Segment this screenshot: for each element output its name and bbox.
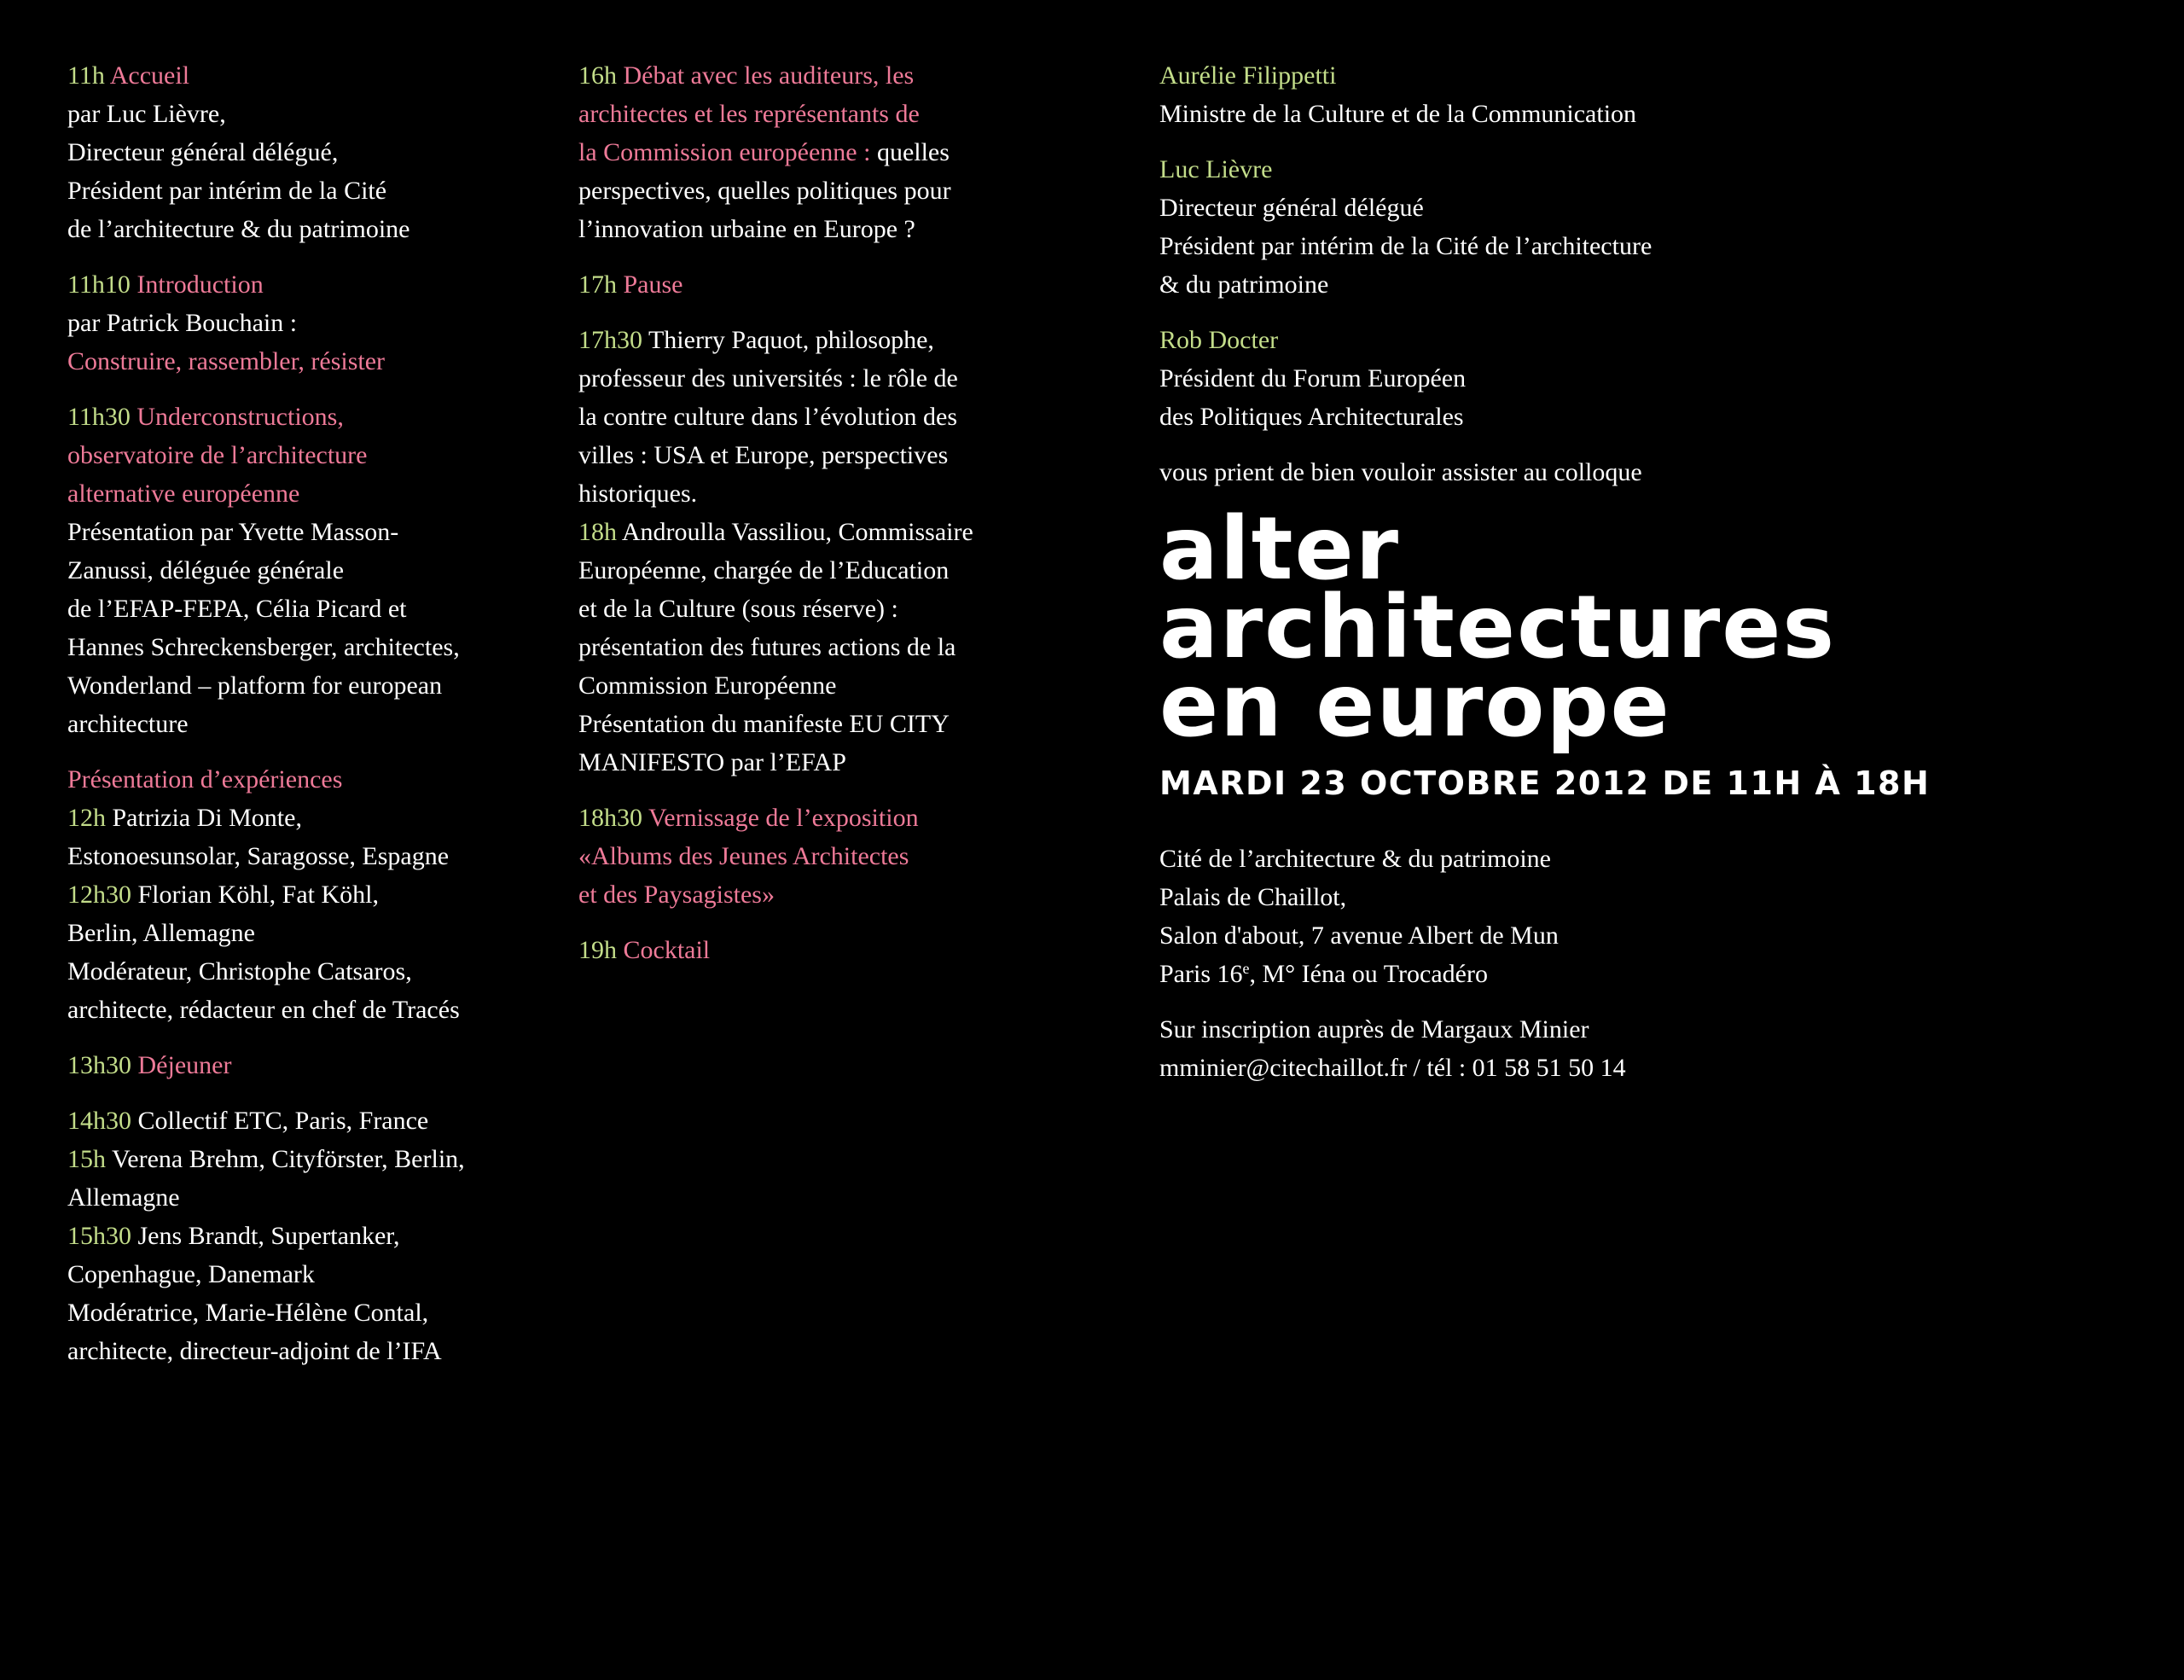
session-text: perspectives, quelles politiques pour bbox=[578, 177, 951, 205]
registration-contact[interactable]: mminier@citechaillot.fr / tél : 01 58 51 50 14 bbox=[1159, 1054, 1626, 1082]
session-title: Introduction bbox=[136, 270, 264, 299]
session-title: Déjeuner bbox=[137, 1051, 232, 1079]
section-heading: Présentation d’expériences bbox=[67, 765, 343, 793]
session-text: Président par intérim de la Cité bbox=[67, 177, 387, 205]
time-label: 17h30 bbox=[578, 326, 642, 354]
session-text: architecture bbox=[67, 710, 189, 738]
venue-line: Salon d'about, 7 avenue Albert de Mun bbox=[1159, 921, 1559, 950]
venue-line: Cité de l’architecture & du patrimoine bbox=[1159, 845, 1551, 873]
program-item-debat bbox=[578, 56, 1056, 248]
speaker-text: Allemagne bbox=[67, 1183, 180, 1212]
time-label: 11h30 bbox=[67, 403, 131, 431]
registration-line: Sur inscription auprès de Margaux Minier bbox=[1159, 1015, 1589, 1043]
session-title: Vernissage de l’exposition bbox=[648, 804, 919, 832]
moderator-text: Modérateur, Christophe Catsaros, bbox=[67, 957, 412, 985]
session-text: MANIFESTO par l’EFAP bbox=[578, 748, 846, 776]
program-item-underconstructions bbox=[67, 398, 562, 743]
session-text: Wonderland – platform for european bbox=[67, 671, 443, 700]
session-text: et de la Culture (sous réserve) : bbox=[578, 595, 898, 623]
speaker-text: Florian Köhl, Fat Köhl, bbox=[137, 881, 379, 909]
registration-block bbox=[1159, 1010, 1893, 1087]
speaker-text: Berlin, Allemagne bbox=[67, 919, 255, 947]
time-label: 18h bbox=[578, 518, 617, 546]
speaker-text: Collectif ETC, Paris, France bbox=[137, 1107, 429, 1135]
time-label: 13h30 bbox=[67, 1051, 131, 1079]
session-text: présentation des futures actions de la bbox=[578, 633, 956, 661]
time-label: 14h30 bbox=[67, 1107, 131, 1135]
session-text: la contre culture dans l’évolution des bbox=[578, 403, 958, 431]
moderator-text: architecte, rédacteur en chef de Tracés bbox=[67, 996, 460, 1024]
host-role: Ministre de la Culture et de la Communication bbox=[1159, 100, 1637, 128]
session-title: Accueil bbox=[109, 61, 190, 90]
session-title: Débat avec les auditeurs, les bbox=[623, 61, 915, 90]
invitation-column bbox=[1159, 56, 1931, 1104]
venue-block bbox=[1159, 840, 1893, 993]
program-item-vassiliou bbox=[578, 513, 1056, 782]
session-title: et des Paysagistes» bbox=[578, 881, 775, 909]
session-text: Commission Européenne bbox=[578, 671, 837, 700]
session-text: Hannes Schreckensberger, architectes, bbox=[67, 633, 460, 661]
speaker-text: Copenhague, Danemark bbox=[67, 1260, 315, 1288]
invitation-line: vous prient de bien vouloir assister au colloque bbox=[1159, 458, 1642, 486]
session-subtitle: Construire, rassembler, résister bbox=[67, 347, 386, 375]
time-label: 12h bbox=[67, 804, 106, 832]
host-lievre bbox=[1159, 150, 1893, 304]
session-text: Zanussi, déléguée générale bbox=[67, 556, 345, 584]
session-text: quelles bbox=[876, 138, 950, 166]
program-item-introduction bbox=[67, 265, 562, 381]
host-name: Luc Lièvre bbox=[1159, 155, 1273, 183]
host-role: & du patrimoine bbox=[1159, 270, 1329, 299]
program-item-cocktail bbox=[578, 931, 1056, 969]
session-title: Pause bbox=[623, 270, 683, 299]
venue-line bbox=[1159, 955, 1893, 993]
speaker-text: Jens Brandt, Supertanker, bbox=[137, 1222, 400, 1250]
speaker-text: Patrizia Di Monte, bbox=[112, 804, 302, 832]
program-item-accueil bbox=[67, 56, 562, 248]
session-title: Cocktail bbox=[623, 936, 711, 964]
venue-line: Palais de Chaillot, bbox=[1159, 883, 1347, 911]
invitation-text bbox=[1159, 453, 1893, 491]
session-text: l’innovation urbaine en Europe ? bbox=[578, 215, 915, 243]
session-title: architectes et les représentants de bbox=[578, 100, 920, 128]
time-label: 15h bbox=[67, 1145, 106, 1173]
program-item-experiences bbox=[67, 760, 562, 1029]
host-role: des Politiques Architecturales bbox=[1159, 403, 1464, 431]
host-role: Président par intérim de la Cité de l’architecture bbox=[1159, 232, 1653, 260]
speaker-text: Androulla Vassiliou, Commissaire bbox=[621, 518, 973, 546]
host-name: Rob Docter bbox=[1159, 326, 1279, 354]
time-label: 16h bbox=[578, 61, 617, 90]
moderator-text: Modératrice, Marie-Hélène Contal, bbox=[67, 1299, 429, 1327]
speaker-text: Estonoesunsolar, Saragosse, Espagne bbox=[67, 842, 450, 870]
program-column-1 bbox=[67, 56, 562, 1387]
session-title: Underconstructions, bbox=[136, 403, 344, 431]
session-text: par Luc Lièvre, bbox=[67, 100, 226, 128]
time-label: 19h bbox=[578, 936, 617, 964]
host-name: Aurélie Filippetti bbox=[1159, 61, 1337, 90]
program-column-2 bbox=[578, 56, 1056, 986]
session-text: par Patrick Bouchain : bbox=[67, 309, 298, 337]
host-filippetti bbox=[1159, 56, 1893, 133]
host-role: Président du Forum Européen bbox=[1159, 364, 1467, 392]
session-text: Présentation du manifeste EU CITY bbox=[578, 710, 950, 738]
session-text: Présentation par Yvette Masson- bbox=[67, 518, 399, 546]
venue-metro: , M° Iéna ou Trocadéro bbox=[1249, 960, 1488, 988]
program-item-pause bbox=[578, 265, 1056, 304]
session-title: observatoire de l’architecture bbox=[67, 441, 368, 469]
venue-city: Paris 16 bbox=[1159, 960, 1243, 988]
time-label: 12h30 bbox=[67, 881, 131, 909]
program-item-vernissage bbox=[578, 799, 1056, 914]
session-title: alternative européenne bbox=[67, 480, 300, 508]
host-role: Directeur général délégué bbox=[1159, 194, 1424, 222]
program-item-dejeuner bbox=[67, 1046, 562, 1084]
host-docter bbox=[1159, 321, 1893, 436]
time-label: 11h10 bbox=[67, 270, 131, 299]
session-title: «Albums des Jeunes Architectes bbox=[578, 842, 909, 870]
event-title-line: en europe bbox=[1159, 655, 1671, 757]
session-text: professeur des universités : le rôle de bbox=[578, 364, 958, 392]
speaker-text: Thierry Paquot, philosophe, bbox=[648, 326, 934, 354]
time-label: 17h bbox=[578, 270, 617, 299]
event-title bbox=[1159, 498, 1893, 757]
time-label: 15h30 bbox=[67, 1222, 131, 1250]
time-label: 18h30 bbox=[578, 804, 642, 832]
arrondissement-sup: e bbox=[1242, 960, 1250, 977]
program-item-afternoon bbox=[67, 1102, 562, 1370]
session-text: villes : USA et Europe, perspectives bbox=[578, 441, 949, 469]
event-date: MARDI 23 OCTOBRE 2012 DE 11H À 18H bbox=[1159, 764, 1931, 802]
time-label: 11h bbox=[67, 61, 105, 90]
event-title-line: alter bbox=[1159, 498, 1401, 600]
speaker-text: Verena Brehm, Cityförster, Berlin, bbox=[111, 1145, 465, 1173]
session-text: de l’EFAP-FEPA, Célia Picard et bbox=[67, 595, 407, 623]
session-text: historiques. bbox=[578, 480, 698, 508]
program-item-paquot bbox=[578, 321, 1056, 513]
moderator-text: architecte, directeur-adjoint de l’IFA bbox=[67, 1337, 442, 1365]
session-title: la Commission européenne : bbox=[578, 138, 871, 166]
event-title-line: architectures bbox=[1159, 577, 1837, 678]
session-text: de l’architecture & du patrimoine bbox=[67, 215, 410, 243]
session-text: Directeur général délégué, bbox=[67, 138, 339, 166]
session-text: Européenne, chargée de l’Education bbox=[578, 556, 950, 584]
